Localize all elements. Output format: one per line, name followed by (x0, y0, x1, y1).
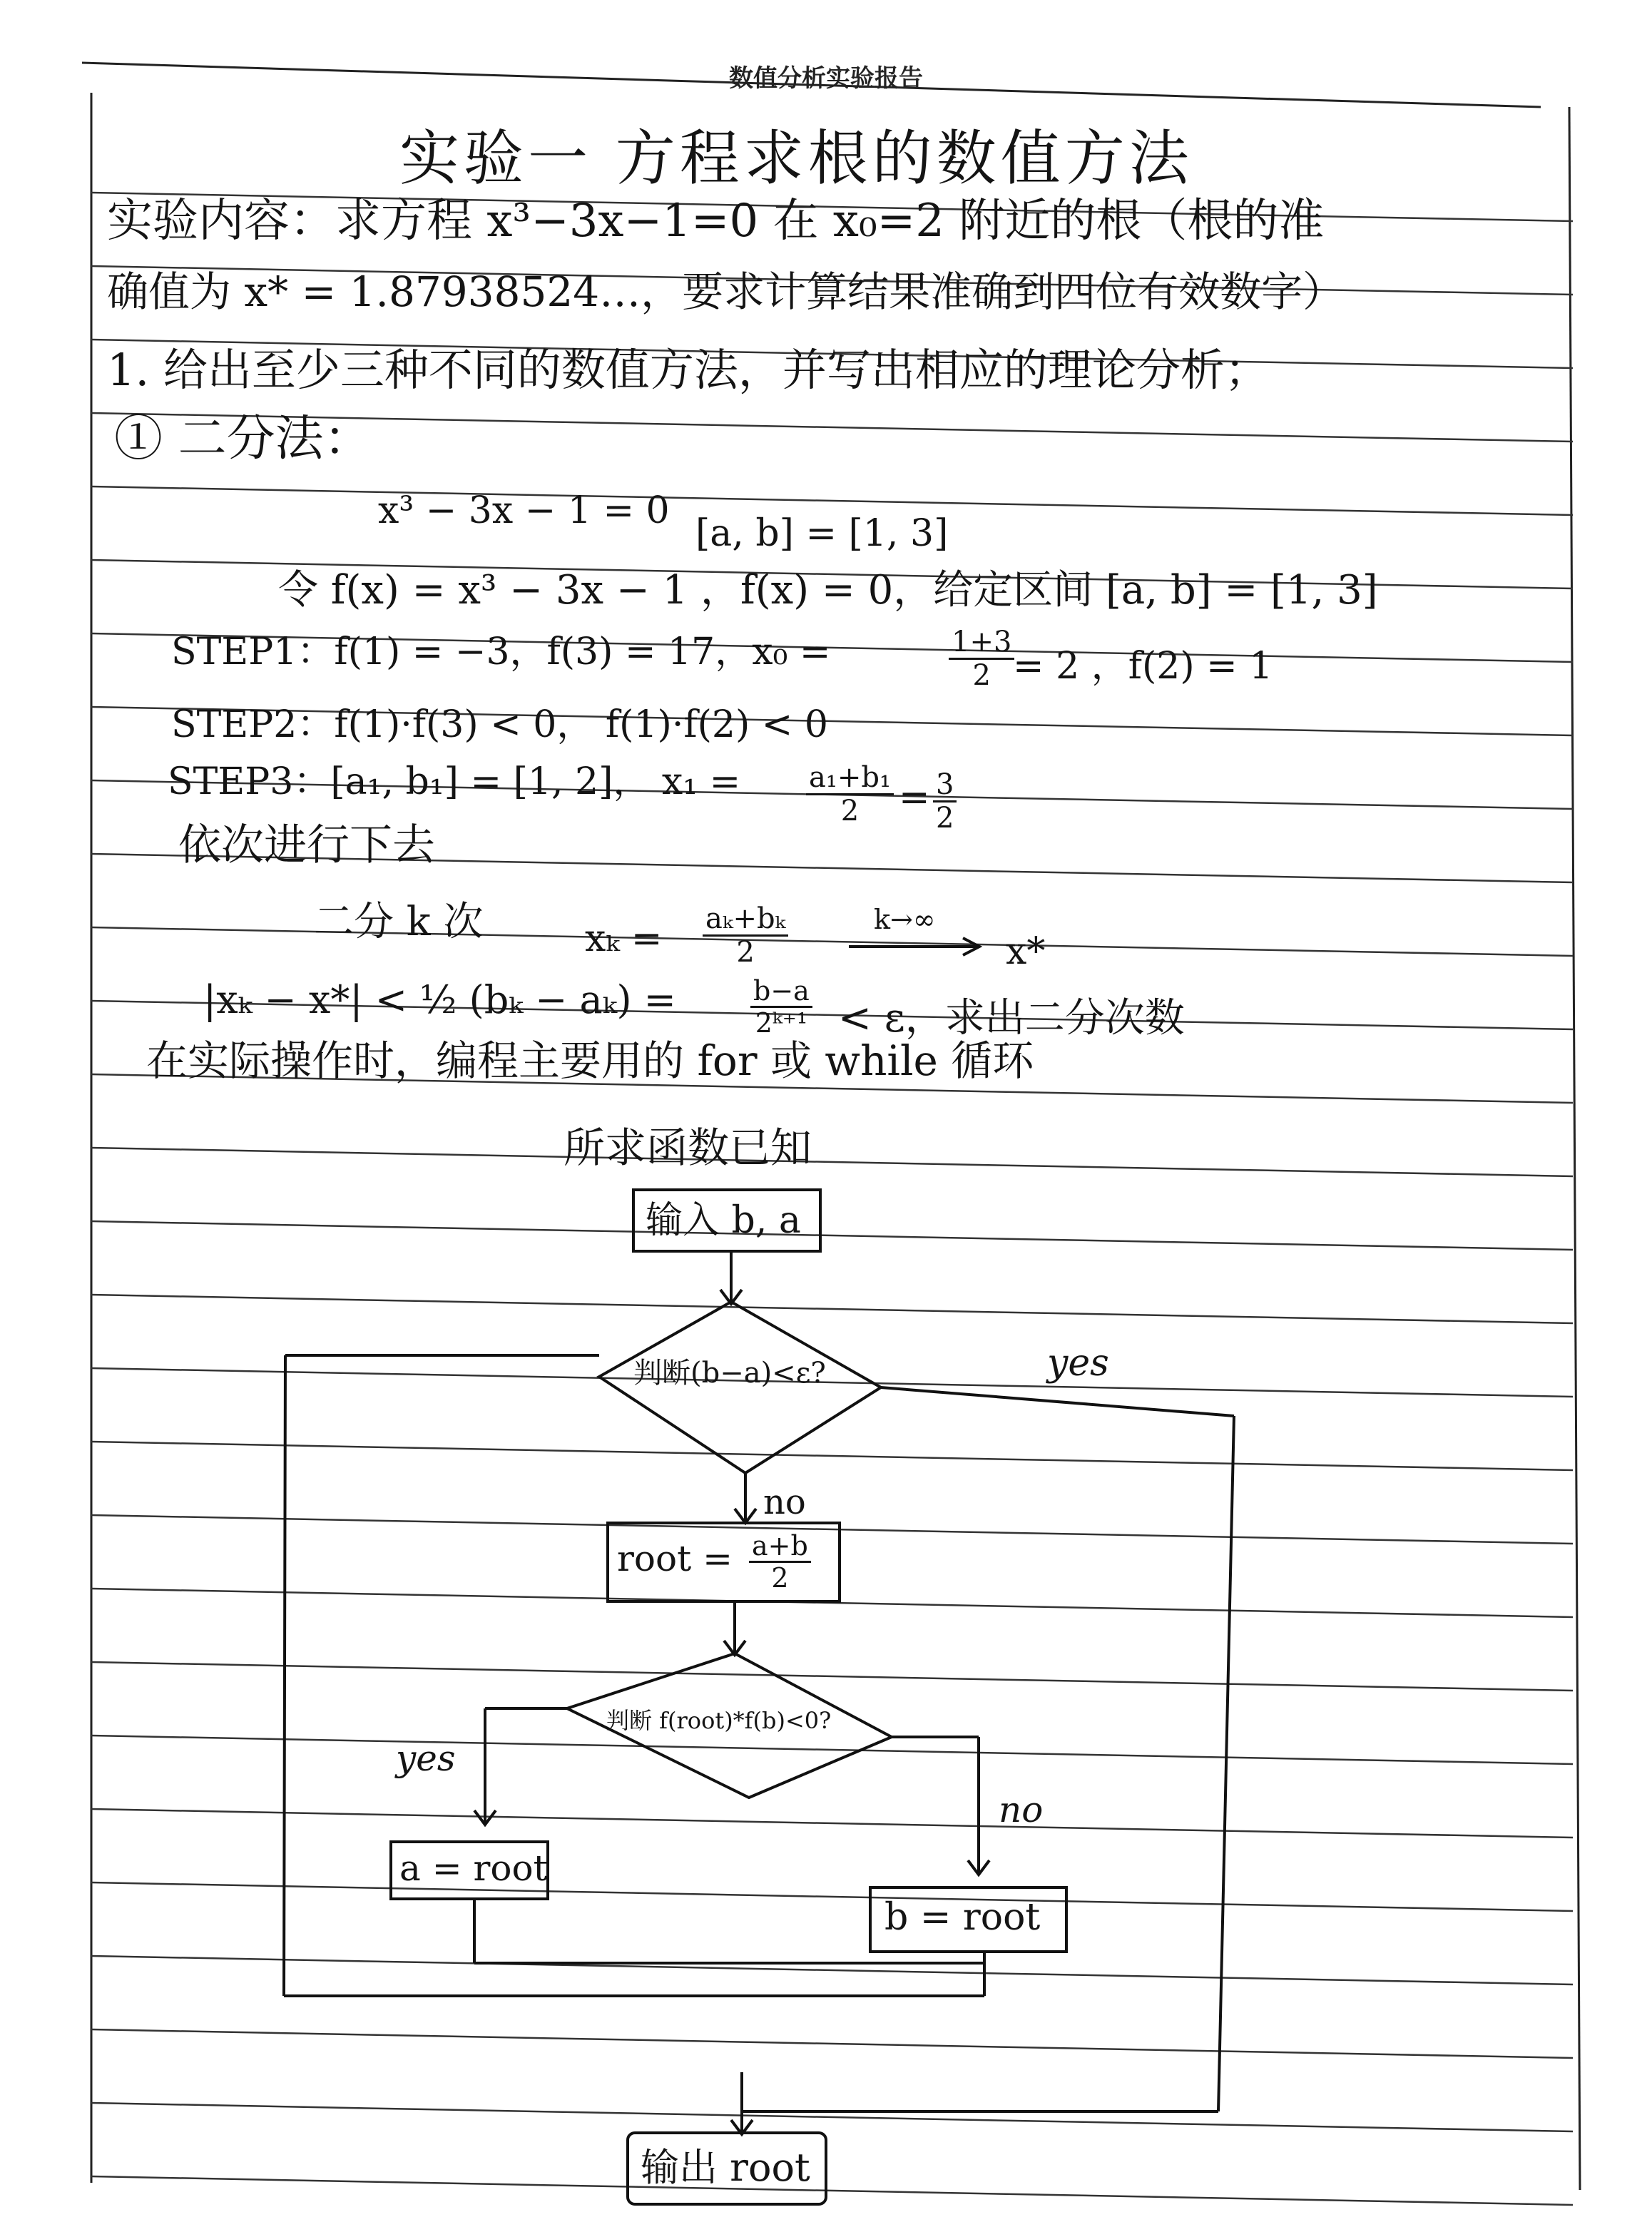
k-times: 二分 k 次 (314, 899, 484, 945)
interval: [a, b] = [1, 3] (695, 512, 949, 555)
output-text: 输出 root (641, 2145, 810, 2190)
xk-fraction: $\frac{\text{aₖ+bₖ}}{2}$ (703, 905, 788, 967)
ruled-line (91, 1515, 1573, 1544)
right-margin-line (1569, 107, 1580, 2190)
ruled-line (91, 1956, 1573, 1984)
content-line-3: 1. 给出至少三种不同的数值方法，并写出相应的理论分析； (107, 344, 1269, 396)
outer-right-line (1218, 1416, 1234, 2111)
assign-b-text: b = root (884, 1896, 1041, 1939)
ruled-line (91, 1368, 1573, 1397)
yes2-label: yes (396, 1738, 456, 1779)
input-text: 输入 b, a (646, 1199, 801, 1242)
no1-label: no (763, 1482, 806, 1522)
ruled-lines (91, 193, 1573, 2205)
error-line: |xₖ − x*| < ½ (bₖ − aₖ) = (203, 977, 676, 1022)
let-line: 令 f(x) = x³ − 3x − 1 ，f(x) = 0，给定区间 [a, b] = [1, 3] (278, 567, 1378, 613)
ruled-line (91, 2103, 1573, 2131)
ruled-line (91, 2029, 1573, 2058)
content-line-4: ① 二分法： (114, 411, 372, 467)
page-title: 实验一 方程求根的数值方法 (399, 123, 1193, 193)
step3-fraction-2: $\frac{3}{2}$ (933, 770, 957, 832)
step2: STEP2：f(1)·f(3) < 0， f(1)·f(2) < 0 (171, 703, 828, 746)
step3-fraction: $\frac{\text{a₁+b₁}}{2}$ (806, 763, 894, 825)
no2-label: no (999, 1789, 1044, 1830)
root-fraction: $\frac{a+b}{2}$ (749, 1532, 811, 1591)
decision1-text: 判断(b−a)<ε? (633, 1357, 826, 1390)
ruled-line (91, 1736, 1573, 1764)
assign-a-text: a = root (399, 1848, 548, 1889)
continue-text: 依次进行下去 (178, 820, 435, 870)
limit-arrow (845, 936, 988, 957)
ruled-line (91, 2176, 1573, 2205)
yes1-line (881, 1387, 1234, 1416)
equals-sign: = (899, 776, 930, 819)
equation: x³ − 3x − 1 = 0 (378, 489, 670, 532)
step1-fraction: $\frac{1+3}{2}$ (949, 628, 1014, 690)
ruled-line (91, 1148, 1573, 1176)
ruled-line (91, 1442, 1573, 1470)
step3: STEP3：[a₁, b₁] = [1, 2]， x₁ = (168, 760, 741, 803)
limit-label: k→∞ (874, 904, 936, 935)
known-text: 所求函数已知 (564, 1123, 812, 1172)
content-line-2: 确值为 x* = 1.87938524…，要求计算结果准确到四位有效数字） (107, 267, 1345, 316)
content-line-1: 实验内容：求方程 x³−3x−1=0 在 x₀=2 附近的根（根的准 (107, 195, 1325, 248)
step1: STEP1：f(1) = −3，f(3) = 17，x₀ = (171, 631, 831, 673)
outer-left-line (284, 1355, 285, 1996)
ruled-line (91, 1295, 1573, 1323)
root-text: root = (617, 1538, 733, 1579)
error-tail: < ε，求出二分次数 (838, 995, 1185, 1041)
limit-target: x* (1006, 930, 1046, 973)
xk-label: xₖ = (585, 917, 663, 960)
step1-tail: = 2 ，f(2) = 1 (1013, 645, 1273, 688)
decision2-text: 判断 f(root)*f(b)<0? (606, 1707, 832, 1734)
ruled-line (91, 486, 1573, 515)
practice-text: 在实际操作时，编程主要用的 for 或 while 循环 (146, 1036, 1034, 1085)
ruled-line (91, 1809, 1573, 1838)
ruled-line (91, 1882, 1573, 1911)
yes1-label: yes (1047, 1342, 1109, 1385)
ruled-line (91, 1662, 1573, 1691)
ruled-line (91, 1221, 1573, 1250)
error-fraction: $\frac{b-a}{\text{2ᵏ⁺¹}}$ (750, 977, 812, 1036)
report-header: 数值分析实验报告 (729, 64, 923, 93)
